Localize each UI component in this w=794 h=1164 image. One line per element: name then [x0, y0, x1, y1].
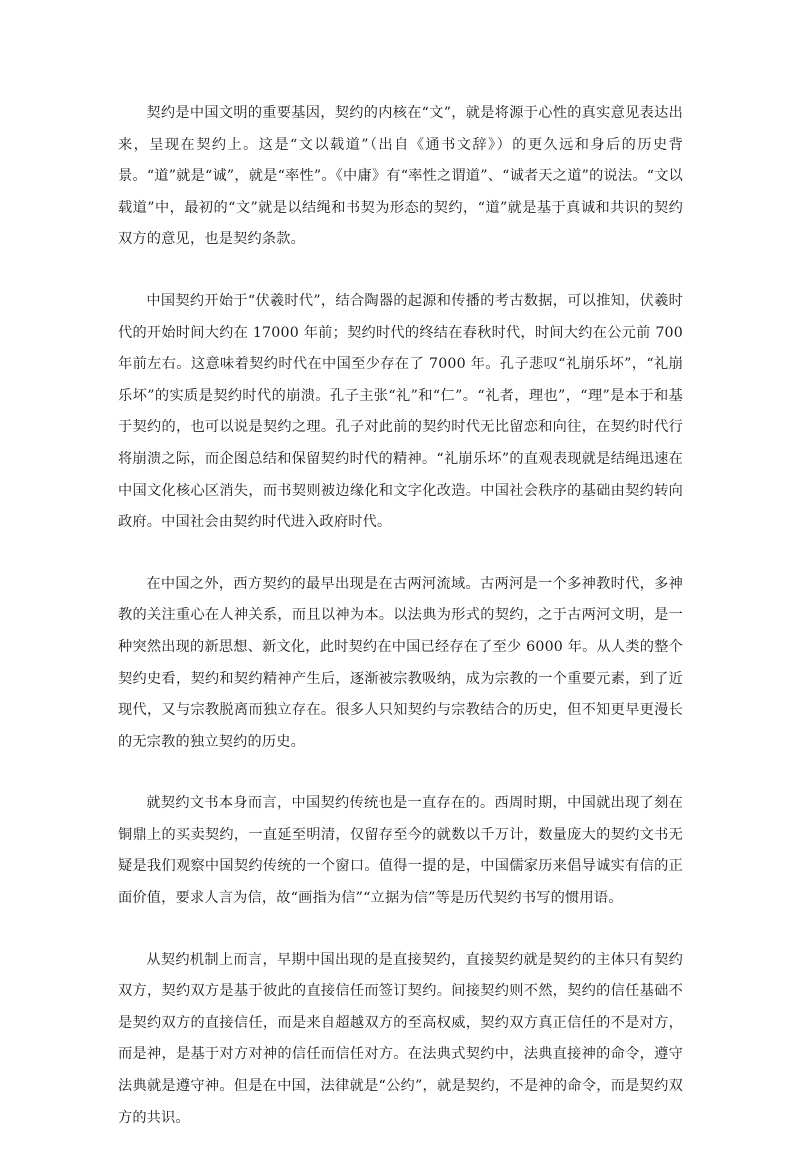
paragraph-3: 在中国之外，西方契约的最早出现是在古两河流域。古两河是一个多神教时代，多神教的关注重心在人神关系，而且以神为本。以法典为形式的契约，之于古两河文明，是一种突然出现的新思想、新文化，此时契约在中国已经存在了至少 6000 年。从人类的整个契约史看，契约和契约精神产生后，逐渐被宗教吸纳，成为宗教的一个重要元素，到了近现代，又与宗教脱离而独立存在。很多人只知契约与宗教结合的历史，但不知更早更漫长的无宗教的独立契约的历史。: [118, 575, 683, 750]
document-body: [118, 98, 683, 1164]
paragraph-4: 就契约文书本身而言，中国契约传统也是一直存在的。西周时期，中国就出现了刻在铜鼎上的买卖契约，一直延至明清，仅留存至今的就数以千万计，数量庞大的契约文书无疑是我们观察中国契约传统的一个窗口。值得一提的是，中国儒家历来倡导诚实有信的正面价值，要求人言为信，故“画指为信”“立据为信”等是历代契约书写的惯用语。: [118, 795, 683, 907]
paragraph-2: 中国契约开始于“伏羲时代”，结合陶器的起源和传播的考古数据，可以推知，伏羲时代的开始时间大约在 17000 年前；契约时代的终结在春秋时代，时间大约在公元前 700 年前左右。这意味着契约时代在中国至少存在了 7000 年。孔子悲叹“礼崩乐坏”，“礼崩乐坏”的实质是契约时代的崩溃。孔子主张“礼”和“仁”。“礼者，理也”，“理”是本于和基于契约的，也可以说是契约之理。孔子对此前的契约时代无比留恋和向往，在契约时代行将崩溃之际，而企图总结和保留契约时代的精神。“礼崩乐坏”的直观表现就是结绳迅速在中国文化核心区消失，而书契则被边缘化和文字化改造。中国社会秩序的基础由契约转向政府。中国社会由契约时代进入政府时代。: [118, 292, 683, 531]
paragraph-1: 契约是中国文明的重要基因，契约的内核在“文”，就是将源于心性的真实意见表达出来，呈现在契约上。这是“文以载道”（出自《通书文辞》）的更久远和身后的历史背景。“道”就是“诚”，就是“率性”。《中庸》有“率性之谓道”、“诚者天之道”的说法。“文以载道”中，最初的“文”就是以结绳和书契为形态的契约，“道”就是基于真诚和共识的契约双方的意见，也是契约条款。: [118, 105, 683, 248]
paragraph-5: 从契约机制上而言，早期中国出现的是直接契约，直接契约就是契约的主体只有契约双方，契约双方是基于彼此的直接信任而签订契约。间接契约则不然，契约的信任基础不是契约双方的直接信任，而是来自超越双方的至高权威，契约双方真正信任的不是对方，而是神，是基于对方对神的信任而信任对方。在法典式契约中，法典直接神的命令，遵守法典就是遵守神。但是在中国，法律就是“公约”，就是契约，不是神的命令，而是契约双方的共识。: [118, 951, 683, 1126]
